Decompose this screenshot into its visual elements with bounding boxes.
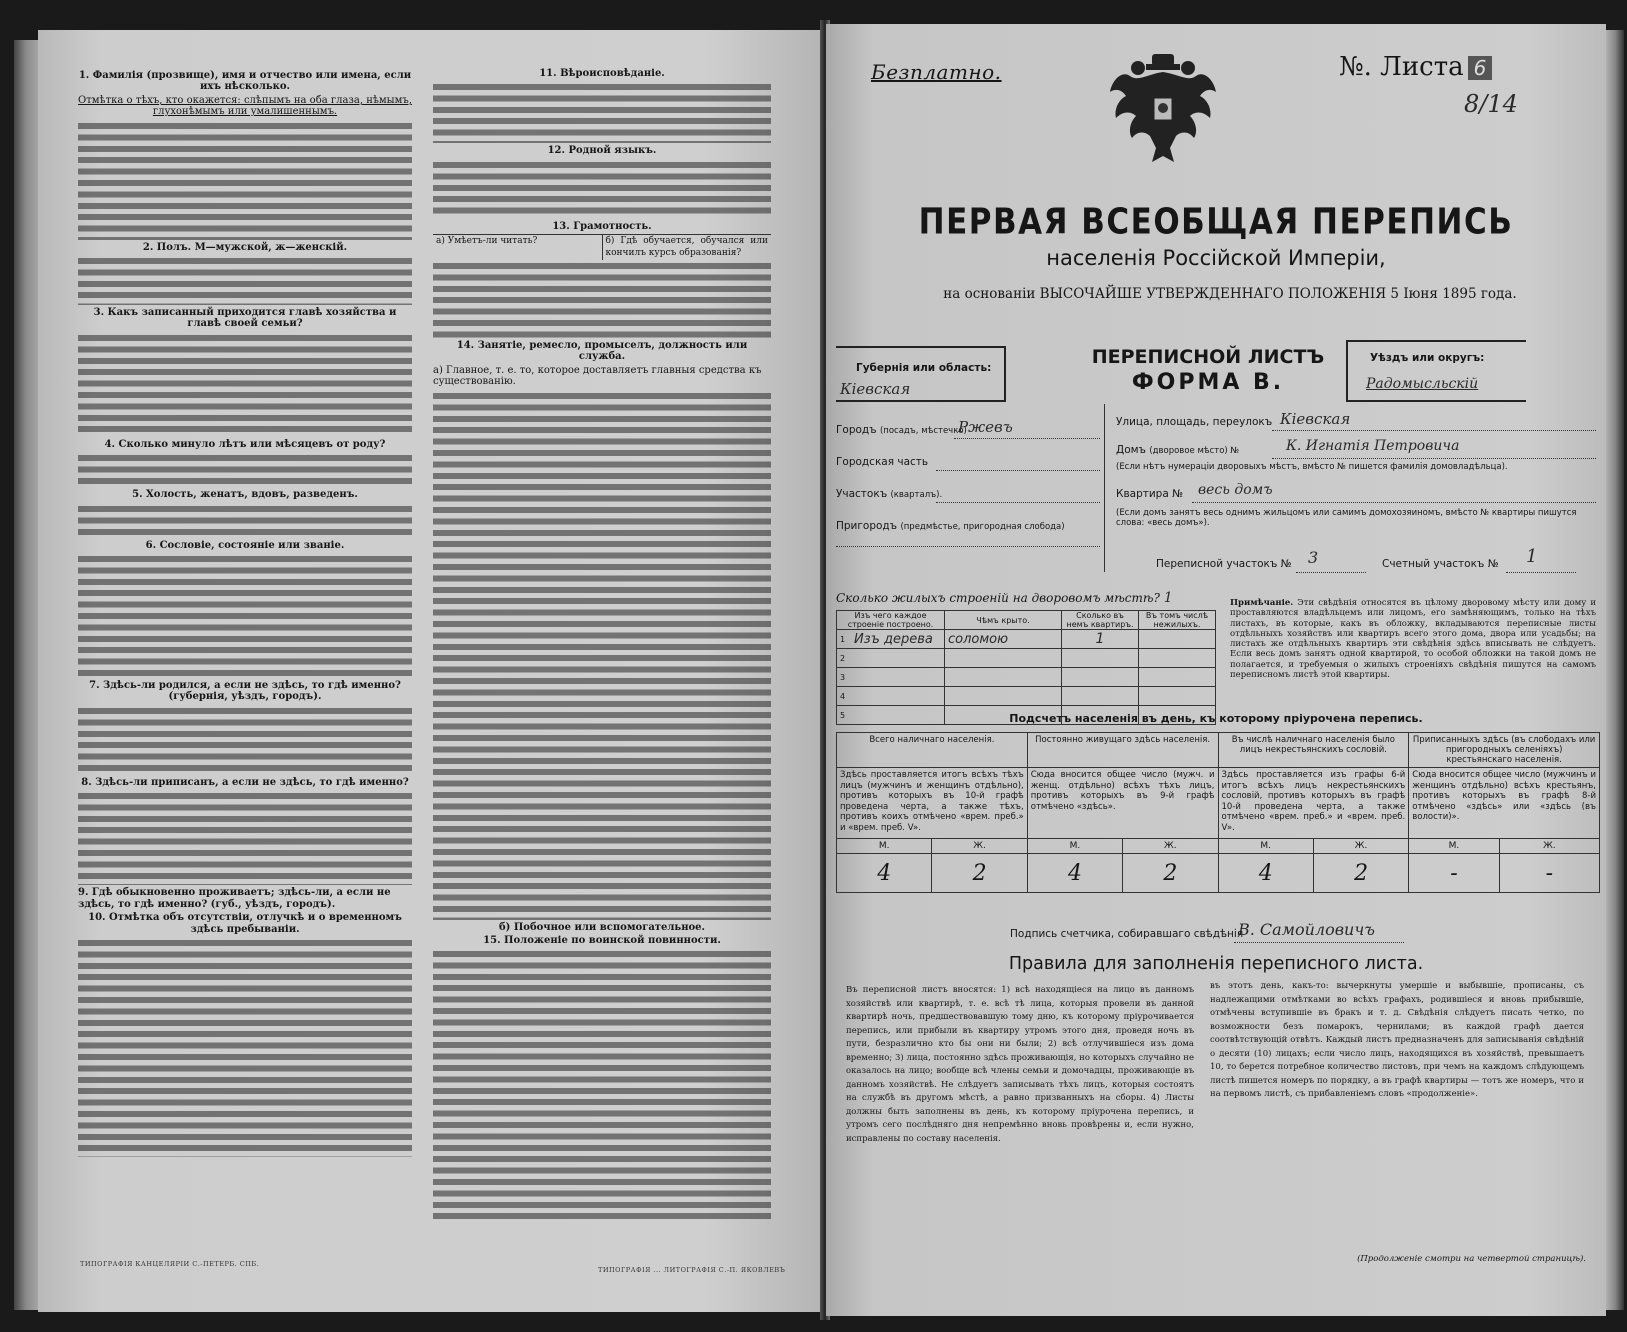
frame-line: [836, 400, 1006, 402]
col-header-permanent: Постоянно живущаго здѣсь населенія.: [1027, 733, 1218, 768]
section-heading: 5. Холость, женатъ, вдовъ, разведенъ.: [132, 489, 358, 501]
uezd-value: Радомысльскій: [1366, 376, 1479, 392]
body-text-block: [433, 159, 771, 219]
header-apartments: Сколько въ немъ квартиръ.: [1062, 611, 1139, 630]
gorod-line: [954, 438, 1100, 439]
gorod-hint: (посадъ, мѣстечко): [879, 426, 967, 436]
remark-note: [1230, 598, 1596, 680]
table-row: [837, 630, 1216, 649]
col-header-peasant: Приписанныхъ здѣсь (въ слободахъ или пригородныхъ селеніяхъ) крестьянскаго населенія.: [1409, 733, 1600, 768]
section-heading: 4. Сколько минуло лѣтъ или мѣсяцевъ от роду?: [104, 438, 386, 450]
col-header-non-peasant: Въ числѣ наличнаго населенія было лицъ некрестьянскихъ сословій.: [1218, 733, 1409, 768]
signature-label: Подпись счетчика, собиравшаго свѣдѣнія: [1010, 928, 1244, 940]
prigorod-label-text: Пригородъ: [836, 520, 898, 532]
ulitsa-label: Улица, площадь, переулокъ: [1116, 416, 1273, 428]
col-header-total: Всего наличнаго населенія.: [837, 733, 1028, 768]
section-heading: 2. Полъ. М—мужской, ж—женскій.: [142, 241, 348, 253]
peasant-male: -: [1409, 854, 1499, 893]
literacy-sub-a: а) Умѣетъ-ли читать?: [433, 235, 603, 260]
row-material: [851, 687, 945, 706]
schetny-label: Счетный участокъ №: [1382, 558, 1499, 570]
remark-head: Примѣчаніе.: [1230, 598, 1294, 608]
gorod-value: Ржевъ: [958, 418, 1013, 436]
row-material: [851, 668, 945, 687]
row-material: Изъ дерева: [851, 630, 945, 649]
female-label: Ж.: [1499, 839, 1599, 854]
buildings-table: [836, 610, 1216, 725]
guberniya-value: Кіевская: [840, 380, 911, 398]
sheet-number-value: 6: [1468, 56, 1493, 80]
row-apartments: [1062, 687, 1139, 706]
section-heading: б) Побочное или вспомогательное.: [498, 921, 706, 933]
col-desc-permanent: Сюда вносится общее число (мужч. и женщ. отдѣльно) всѣхъ тѣхъ лицъ, противъ которыхъ въ 9-й графѣ отмѣчено «здѣсь».: [1027, 768, 1218, 839]
body-text-block: [78, 705, 412, 775]
corner-handwritten-note: 8/14: [1464, 90, 1518, 118]
section-heading: 13. Грамотность.: [552, 220, 652, 232]
body-text-block: [433, 81, 771, 143]
total-male: 4: [837, 854, 932, 893]
prigorod-hint: (предмѣстье, пригородная слобода): [900, 522, 1065, 532]
rules-right-column: въ этотъ день, какъ-то: вычеркнуты умершіе и выбывшіе, прописаны, съ надлежащими отмѣтками во всѣхъ графахъ, родившіеся и вновь прибывшіе, отмѣчены вступившіе въ бракъ и т. д. Свѣдѣнія слѣдуетъ писать четко, по возможности безъ помарокъ, чернилами; въ каждой графѣ дается соотвѣтствующій отвѣтъ. Каждый листъ предназначенъ для записыванія свѣдѣній о десяти (10) лицахъ; если число лицъ, находящихся въ хозяйствѣ, превышаетъ 10, то берется потребное количество листовъ, при чемъ на каждомъ слѣдующемъ листѣ пишется номеръ по порядку, а въ графѣ квартиры — тотъ же номеръ, что и на первомъ листѣ, съ прибавленіемъ словъ «продолженіе».: [1210, 981, 1584, 1099]
document-subtitle: населенія Россійской Имперіи,: [1046, 246, 1386, 270]
perepisnoy-line: [1296, 572, 1366, 573]
col-desc-total: Здѣсь проставляется итогъ всѣхъ тѣхъ лицъ (мужчинъ и женщинъ отдѣльно), противъ которыхъ въ 10-й графѣ проведена черта, а также тѣхъ, противъ коихъ отмѣчено «врем. преб.» и «врем. преб. V».: [837, 768, 1028, 839]
non-peasant-female: 2: [1313, 854, 1408, 893]
signature-line: [1234, 942, 1404, 943]
table-header-row: [837, 733, 1600, 768]
body-text-block: [78, 790, 412, 885]
kvartira-label: Квартира №: [1116, 488, 1184, 500]
permanent-female: 2: [1123, 854, 1218, 893]
schetny-line: [1506, 572, 1576, 573]
legal-basis: на основаніи ВЫСОЧАЙШЕ УТВЕРЖДЕННАГО ПОЛОЖЕНІЯ 5 Іюня 1895 года.: [943, 286, 1517, 302]
row-number: 4: [837, 687, 852, 706]
col-desc-peasant: Сюда вносится общее число (мужчинъ и женщинъ отдѣльно) всѣхъ крестьянъ, противъ которыхъ въ графѣ 8-й отмѣчено «здѣсь» или «здѣсь (въ волости)».: [1409, 768, 1600, 839]
male-label: М.: [837, 839, 932, 854]
table-row: [837, 649, 1216, 668]
row-roof: [945, 649, 1062, 668]
form-title-line2: ФОРМА В.: [1131, 370, 1285, 395]
sheet-number-label: №. Листа: [1339, 52, 1464, 82]
body-text-block: [78, 120, 412, 240]
row-nonresidential: [1139, 687, 1216, 706]
rules-continued: (Продолженіе смотри на четвертой страницѣ).: [1357, 1254, 1586, 1264]
table-row: [837, 768, 1600, 839]
kvartira-value: весь домъ: [1198, 482, 1273, 498]
section-heading: 9. Гдѣ обыкновенно проживаетъ; здѣсь-ли, а если не здѣсь, то гдѣ именно? (губ., уѣздъ, городъ).: [78, 887, 391, 910]
population-table: [836, 732, 1600, 893]
perepisnoy-value: 3: [1308, 548, 1319, 567]
header-nonresidential: Въ томъ числѣ нежилыхъ.: [1139, 611, 1216, 630]
dom-label: [1116, 444, 1239, 456]
rules-left-column: Въ переписной листъ вносятся: 1) всѣ находящіеся на лицо въ данномъ хозяйствѣ или квартирѣ, т. е. всѣ тѣ лица, которыя провели въ данной квартирѣ ночь, предшествовавшую тому дню, къ которому пріурочивается перепись, или прибыли въ квартиру утромъ этого дня, проведя ночь въ пути, безразлично кто бы они ни были; 2) всѣ отлучившіеся изъ дома временно; 3) лица, постоянно здѣсь проживающія, но которыхъ случайно не оказалось на лицо; вообще всѣ члены семьи и домочадцы, проживающіе въ данномъ хозяйствѣ. Не слѣдуетъ записывать тѣхъ лицъ, которыя состоятъ на службѣ въ другомъ мѣстѣ, а равно призванныхъ на сборы. 4) Листы должны быть заполнены въ день, къ которому пріурочена перепись, и утромъ сего послѣдняго дня непремѣнно вновь провѣрены и, если нужно, исправлены по составу населенія.: [846, 985, 1194, 1144]
frame-line: [1004, 346, 1006, 402]
female-label: Ж.: [932, 839, 1027, 854]
row-number: 3: [837, 668, 852, 687]
header-material: Изъ чего каждое строеніе построено.: [837, 611, 945, 630]
literacy-sub-b: б) Гдѣ обучается, обучался или кончилъ курсъ образованія?: [605, 236, 768, 258]
printer-footer: ТИПОГРАФІЯ ... ЛИТОГРАФІЯ С.-П. ЯКОВЛЕВЪ: [598, 1266, 786, 1274]
table-row: [837, 668, 1216, 687]
frame-line: [836, 346, 1006, 348]
uchastok-hint: (кварталъ).: [890, 490, 943, 500]
document-title: ПЕРВАЯ ВСЕОБЩАЯ ПЕРЕПИСЬ: [918, 201, 1514, 243]
frame-line: [1346, 400, 1526, 402]
row-roof: [945, 668, 1062, 687]
instructions-column-2: [433, 66, 771, 1246]
uchastok-label: [836, 488, 942, 500]
divider-line: [1104, 404, 1105, 572]
table-row: [837, 687, 1216, 706]
row-apartments: [1062, 668, 1139, 687]
dom-label-text: Домъ: [1116, 444, 1146, 456]
kvartira-note: (Если домъ занятъ весь однимъ жильцомъ или самимъ домохозяиномъ, вмѣсто № квартиры пишутся слова: «весь домъ»).: [1116, 508, 1577, 528]
buildings-count: 1: [1163, 590, 1173, 606]
body-text-block: [78, 937, 412, 1157]
prigorod-line: [836, 546, 1100, 547]
guberniya-label: Губернія или область:: [856, 362, 992, 374]
sheet-number: [1339, 52, 1492, 82]
table-row: [837, 839, 1600, 854]
section-heading: 8. Здѣсь-ли приписанъ, а если не здѣсь, то гдѣ именно?: [81, 776, 409, 788]
row-nonresidential: [1139, 630, 1216, 649]
section-heading: 15. Положеніе по воинской повинности.: [483, 935, 721, 947]
body-text-block: [433, 390, 771, 920]
left-page: [38, 30, 824, 1312]
literacy-subheads: [433, 234, 771, 260]
body-text-block: [78, 255, 412, 305]
section-heading: 6. Сословіе, состояніе или званіе.: [145, 539, 345, 551]
row-number: 2: [837, 649, 852, 668]
body-text-block: [78, 553, 412, 678]
uezd-label: Уѣздъ или округъ:: [1370, 352, 1485, 364]
row-nonresidential: [1139, 668, 1216, 687]
body-text-block: [78, 452, 412, 487]
chast-line: [936, 470, 1100, 471]
female-label: Ж.: [1313, 839, 1408, 854]
schetny-value: 1: [1526, 546, 1538, 567]
buildings-label: [836, 590, 1173, 606]
frame-line: [1346, 340, 1526, 342]
uchastok-line: [936, 502, 1100, 503]
signature-value: В. Самойловичъ: [1238, 920, 1375, 939]
body-text-block: [78, 503, 412, 538]
perepisnoy-label: Переписной участокъ №: [1156, 558, 1292, 570]
row-roof: [945, 687, 1062, 706]
instructions-column-1: [78, 68, 412, 1188]
form-title: [1058, 344, 1358, 396]
population-title: Подсчетъ населенія въ день, къ которому пріурочена перепись.: [1009, 712, 1423, 725]
female-label: Ж.: [1123, 839, 1218, 854]
permanent-male: 4: [1027, 854, 1122, 893]
row-apartments: 1: [1062, 630, 1139, 649]
section-heading: 3. Какъ записанный приходится главѣ хозяйства и главѣ своей семьи?: [93, 307, 397, 330]
table-header-row: [837, 611, 1216, 630]
gorod-label-text: Городъ: [836, 424, 877, 436]
table-row: [837, 854, 1600, 893]
uchastok-label-text: Участокъ: [836, 488, 888, 500]
section-subheading: а) Главное, т. е. то, которое доставляетъ главныя средства къ существованію.: [433, 364, 762, 388]
body-text-block: [78, 332, 412, 437]
section-subheading: 10. Отмѣтка объ отсутствіи, отлучкѣ и о временномъ здѣсь пребываніи.: [88, 912, 402, 935]
ulitsa-line: [1272, 430, 1596, 431]
imperial-eagle-emblem: [1108, 52, 1218, 172]
remark-text: Эти свѣдѣнія относятся въ цѣлому дворовому мѣсту или дому и проставляются владѣльцемъ или лицомъ, его замѣняющимъ, только на тѣхъ листахъ, въ которые, какъ въ обложку, вкладываются переписные листы отдѣльныхъ хозяйствъ или квартиръ всего этого дома, двора или усадьбы; на листахъ же отдѣльныхъ квартиръ эти свѣдѣнія здѣсь вписывать не слѣдуетъ. Если весь домъ занятъ одной квартирой, то особой обложки на такой домъ не полагается, и требуемыя о жилыхъ строеніяхъ свѣдѣнія пишутся на самомъ переписномъ листѣ этой квартиры.: [1230, 598, 1596, 681]
male-label: М.: [1218, 839, 1313, 854]
free-label: Безплатно.: [871, 60, 1002, 84]
peasant-female: -: [1499, 854, 1599, 893]
row-nonresidential: [1139, 649, 1216, 668]
printer-footer: ТИПОГРАФІЯ КАНЦЕЛЯРІИ С.-ПЕТЕРБ. СПБ.: [80, 1260, 260, 1268]
section-heading: 14. Занятіе, ремесло, промыселъ, должность или служба.: [456, 340, 748, 363]
dom-note: (Если нѣтъ нумераціи дворовыхъ мѣстъ, вмѣсто № пишется фамилія домовладѣльца).: [1116, 462, 1508, 472]
total-female: 2: [932, 854, 1027, 893]
gorod-label: [836, 424, 967, 436]
form-title-line1: ПЕРЕПИСНОЙ ЛИСТЪ: [1091, 346, 1325, 368]
section-heading: 1. Фамилія (прозвище), имя и отчество или имена, если ихъ нѣсколько.: [78, 70, 412, 93]
male-label: М.: [1409, 839, 1499, 854]
dom-hint: (дворовое мѣсто) №: [1149, 446, 1240, 456]
buildings-label-text: Сколько жилыхъ строеній на дворовомъ мѣстѣ?: [836, 591, 1160, 605]
section-subheading: Отмѣтка о тѣхъ, кто окажется: слѣпымъ на оба глаза, нѣмымъ, глухонѣмымъ или умалишеннымъ.: [78, 94, 412, 118]
row-roof: соломою: [945, 630, 1062, 649]
header-roof: Чѣмъ крыто.: [945, 611, 1062, 630]
row-number: 1: [837, 630, 852, 649]
section-heading: 12. Родной языкъ.: [547, 145, 657, 157]
non-peasant-male: 4: [1218, 854, 1313, 893]
body-text-block: [433, 948, 771, 1223]
male-label: М.: [1027, 839, 1122, 854]
rules-title: Правила для заполненія переписного листа.: [1008, 954, 1424, 974]
section-heading: 7. Здѣсь-ли родился, а если не здѣсь, то гдѣ именно? (губернія, уѣздъ, городъ).: [89, 680, 401, 703]
chast-label: Городская часть: [836, 456, 929, 468]
dom-value: К. Игнатія Петровича: [1286, 438, 1460, 454]
dom-line: [1272, 458, 1596, 459]
section-heading: 11. Вѣроисповѣданіе.: [539, 68, 665, 79]
row-material: [851, 649, 945, 668]
ulitsa-value: Кіевская: [1280, 410, 1351, 428]
row-apartments: [1062, 649, 1139, 668]
right-page: [826, 24, 1606, 1316]
prigorod-label: [836, 520, 1065, 532]
body-text-block: [433, 260, 771, 338]
row-number: 5: [837, 706, 852, 725]
col-desc-non-peasant: Здѣсь проставляется изъ графы 6-й итогъ всѣхъ лицъ некрестьянскихъ сословій, противъ которыхъ въ графѣ 10-й проведена черта, а также отмѣчено «врем. преб.» и «врем. преб. V».: [1218, 768, 1409, 839]
kvartira-line: [1192, 502, 1596, 503]
